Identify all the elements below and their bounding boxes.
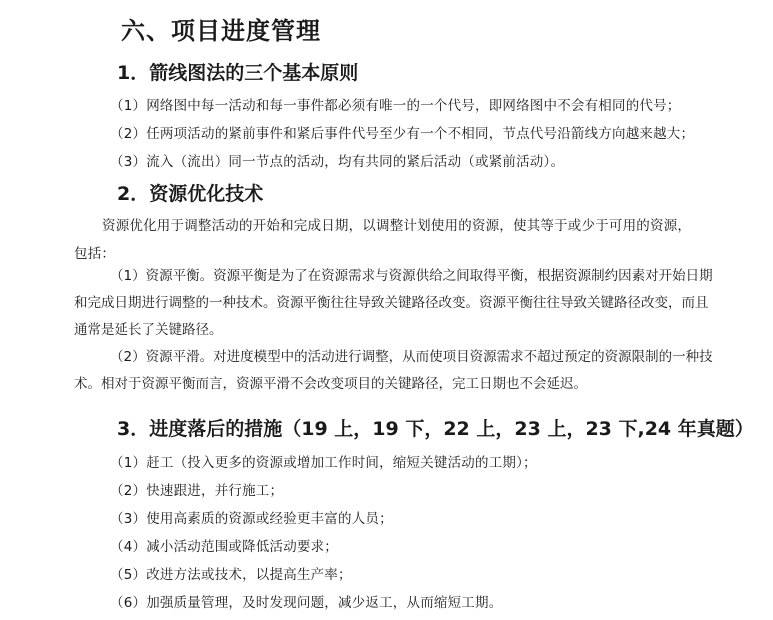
section3-item: （2）快速跟进，并行施工；: [110, 483, 284, 499]
section2-title: 2．资源优化技术: [117, 183, 264, 205]
section2-intro-line1: 资源优化用于调整活动的开始和完成日期，以调整计划使用的资源，使其等于或少于可用的资源，: [102, 218, 692, 234]
chapter-title: 六、项目进度管理: [121, 17, 321, 45]
section2-item-resource-leveling: （1）资源平衡。资源平衡是为了在资源需求与资源供给之间取得平衡，根据资源制约因素对开始日期和完成日期进行调整的一种技术。资源平衡往往导致关键路径改变。资源平衡往往导致关键路径改变，而且通常是延长了关键路径。: [74, 268, 713, 338]
section3-item: （4）减小活动范围或降低活动要求；: [110, 539, 338, 555]
section3-item: （3）使用高素质的资源或经验更丰富的人员；: [110, 511, 393, 527]
section1-item: （1）网络图中每一活动和每一事件都必须有唯一的一个代号，即网络图中不会有相同的代号；: [110, 98, 681, 114]
section2-intro-line2: 包括：: [74, 246, 116, 262]
section1-item: （3）流入（流出）同一节点的活动，均有共同的紧后活动（或紧前活动）。: [110, 154, 565, 170]
section3-item: （6）加强质量管理，及时发现问题，减少返工，从而缩短工期。: [110, 595, 503, 611]
section3-item: （5）改进方法或技术，以提高生产率；: [110, 567, 352, 583]
section3-title: 3．进度落后的措施（19 上，19 下，22 上，23 上，23 下,24 年真题）: [117, 418, 754, 440]
section2-item-resource-smoothing: （2）资源平滑。对进度模型中的活动进行调整，从而使项目资源需求不超过预定的资源限制的一种技术。相对于资源平衡而言，资源平滑不会改变项目的关键路径，完工日期也不会延迟。: [74, 349, 713, 392]
section1-title: 1．箭线图法的三个基本原则: [117, 62, 359, 84]
section3-item: （1）赶工（投入更多的资源或增加工作时间，缩短关键活动的工期）；: [110, 455, 537, 471]
section1-item: （2）任两项活动的紧前事件和紧后事件代号至少有一个不相同，节点代号沿箭线方向越来越大；: [110, 126, 695, 142]
